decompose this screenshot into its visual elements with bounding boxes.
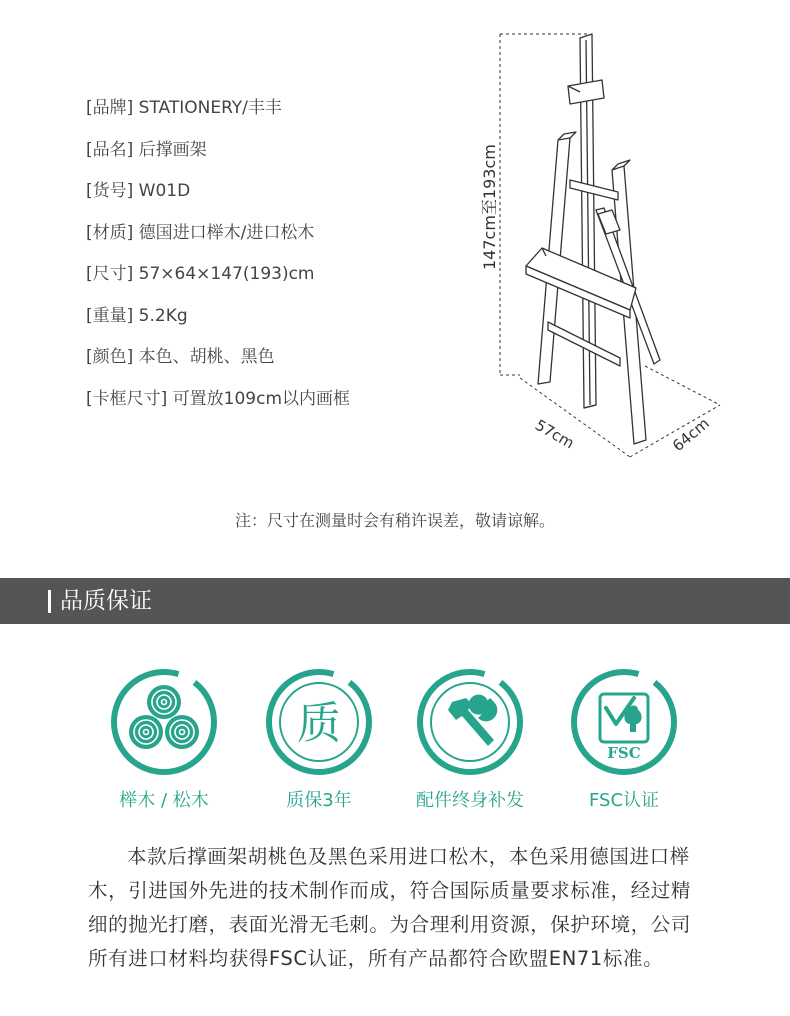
spec-row-brand bbox=[86, 93, 350, 135]
section-title: 品质保证 bbox=[60, 588, 152, 614]
spec-key: [颜色] bbox=[86, 347, 134, 367]
width-dimension-label: 57cm bbox=[532, 415, 578, 453]
spec-value: 5.2Kg bbox=[138, 305, 188, 326]
spec-row-weight bbox=[86, 301, 350, 343]
spec-key: [材质] bbox=[86, 222, 134, 243]
spec-row-color bbox=[86, 342, 350, 384]
spec-value: W01D bbox=[138, 181, 191, 201]
spec-key: [品名] bbox=[86, 139, 134, 160]
badge-wood bbox=[99, 668, 229, 812]
wood-logs-icon bbox=[110, 668, 218, 776]
spec-row-material bbox=[86, 218, 350, 260]
measurement-note: 注：尺寸在测量时会有稍许误差，敬请谅解。 bbox=[234, 511, 555, 530]
spec-value: 57×64×147(193)cm bbox=[138, 264, 315, 284]
badge-label: 配件终身补发 bbox=[416, 790, 524, 811]
spec-key: [品牌] bbox=[86, 98, 134, 118]
badge-fsc bbox=[559, 668, 689, 812]
spec-row-name bbox=[86, 135, 350, 177]
height-dimension-label: 147cm至193cm bbox=[480, 144, 499, 270]
spec-value: 德国进口榉木/进口松木 bbox=[138, 222, 315, 243]
section-banner bbox=[0, 578, 790, 624]
quality-icon bbox=[265, 668, 373, 776]
badge-label: 榉木 / 松木 bbox=[119, 790, 209, 811]
spec-row-frame-size bbox=[86, 384, 350, 426]
banner-accent-bar bbox=[48, 590, 51, 613]
tools-icon bbox=[416, 668, 524, 776]
spec-key: [重量] bbox=[86, 305, 134, 326]
fsc-glyph: FSC bbox=[607, 744, 641, 762]
spec-key: [卡框尺寸] bbox=[86, 388, 168, 409]
badge-label: 质保3年 bbox=[286, 790, 352, 811]
spec-value: 本色、胡桃、黑色 bbox=[138, 347, 275, 367]
spec-list bbox=[86, 93, 350, 425]
spec-key: [货号] bbox=[86, 181, 134, 201]
spec-value: 后撑画架 bbox=[138, 139, 207, 160]
spec-row-size bbox=[86, 259, 350, 301]
quality-glyph: 质 bbox=[297, 698, 341, 749]
badge-parts bbox=[405, 668, 535, 812]
description-paragraph: 本款后撑画架胡桃色及黑色采用进口松木，本色采用德国进口榉木，引进国外先进的技术制作而成，符合国际质量要求标准，经过精细的抛光打磨，表面光滑无毛刺。为合理利用资源，保护环境，公司所有进口材料均获得FSC认证，所有产品都符合欧盟EN71标准。 bbox=[88, 845, 692, 970]
depth-dimension-label: 64cm bbox=[669, 414, 713, 456]
badge-label: FSC认证 bbox=[588, 790, 660, 811]
spec-value: STATIONERY/丰丰 bbox=[138, 98, 282, 118]
easel-drawing bbox=[470, 20, 780, 470]
spec-row-sku bbox=[86, 176, 350, 218]
spec-key: [尺寸] bbox=[86, 264, 134, 284]
fsc-tree-icon bbox=[570, 668, 678, 776]
badge-warranty bbox=[254, 668, 384, 812]
spec-value: 可置放109cm以内画框 bbox=[172, 388, 351, 409]
